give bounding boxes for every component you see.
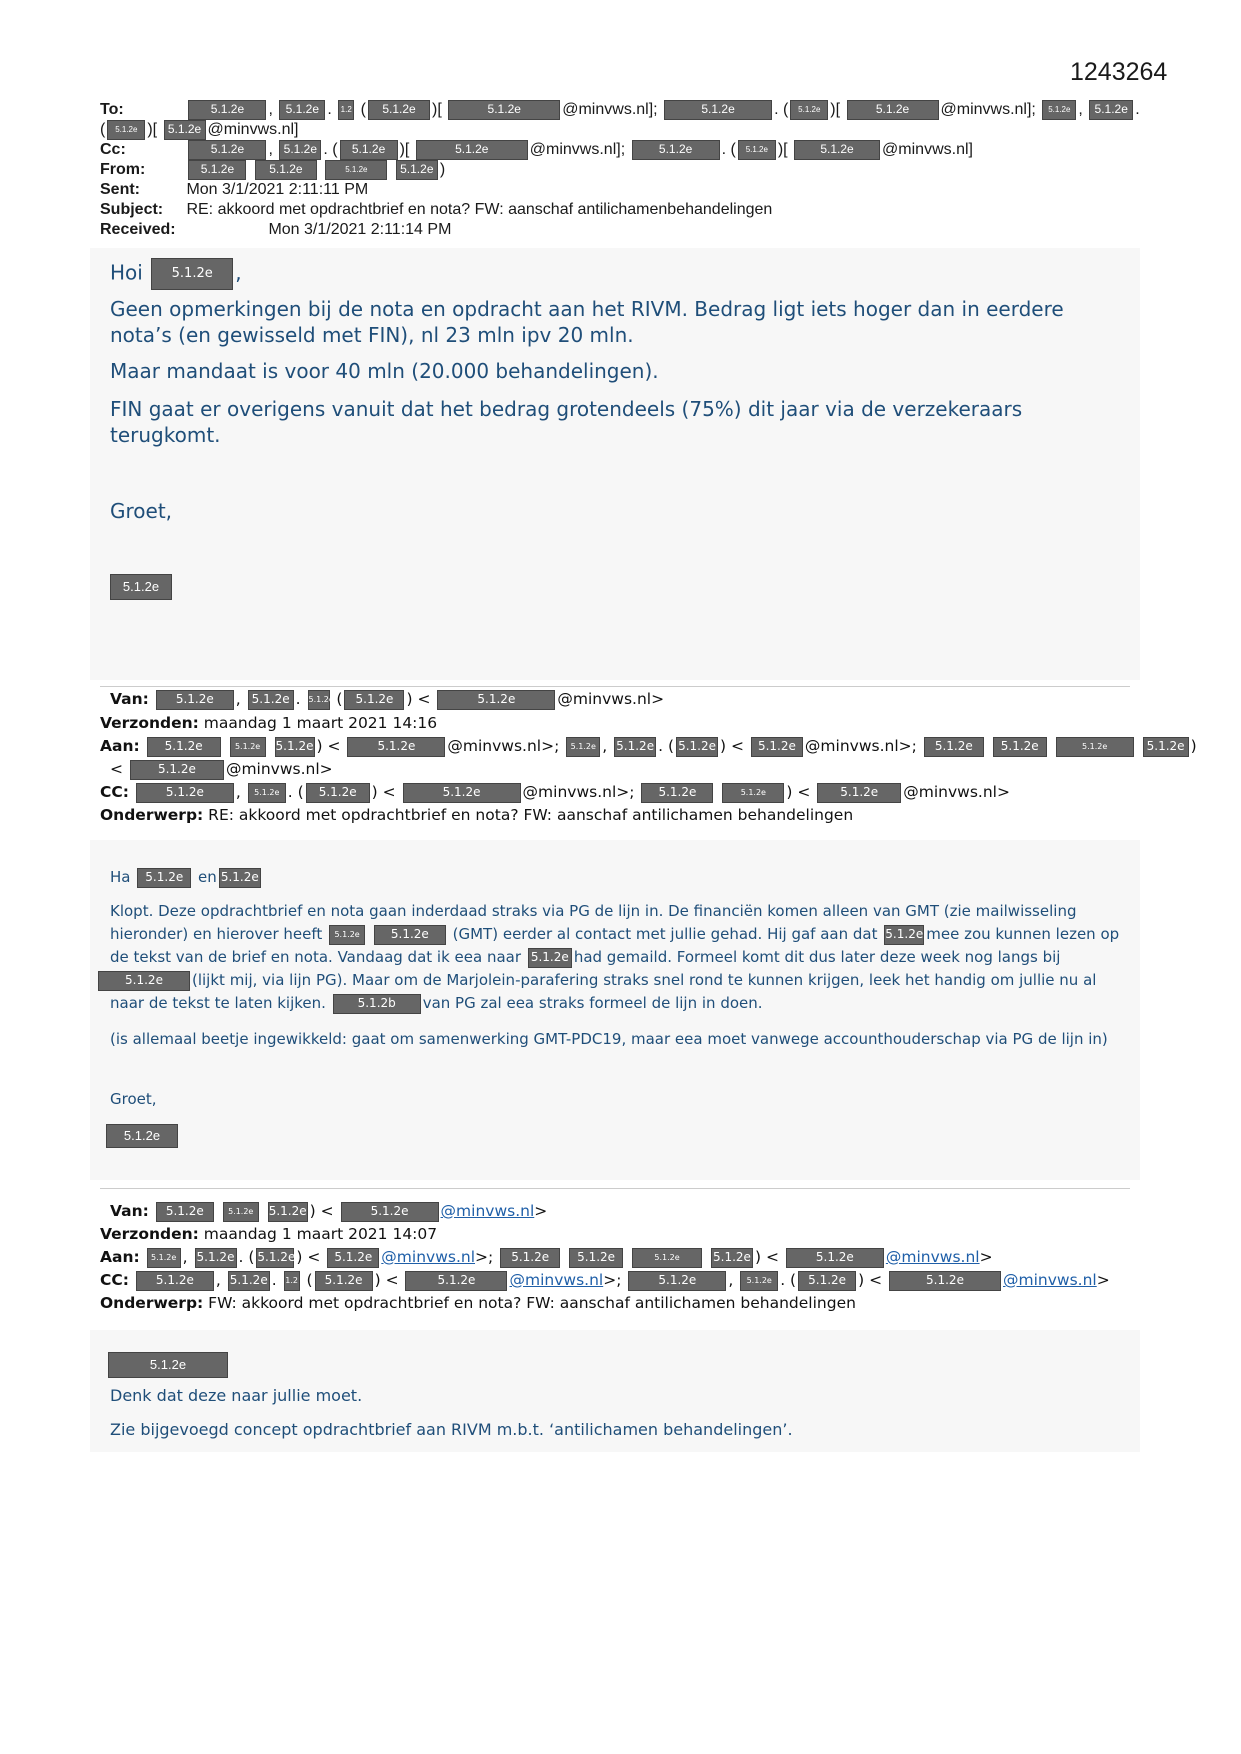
- redaction: 5.1.2e: [790, 100, 828, 120]
- redaction: 5.1.2e: [711, 1248, 753, 1268]
- redaction: 5.1.2e: [195, 1248, 237, 1268]
- redaction: 5.1.2e: [405, 1271, 507, 1291]
- header-to-continued: ( 5.1.2e )[ 5.1.2e @minvws.nl]: [100, 121, 299, 139]
- redaction: 5.1.2e: [676, 737, 718, 757]
- redaction: 5.1.2e: [147, 737, 221, 757]
- redaction: 5.1.2e: [437, 690, 555, 710]
- msg3-van: Van: 5.1.2e 5.1.2e 5.1.2e ) < 5.1.2e @minvws.nl>: [110, 1202, 548, 1220]
- redaction: 5.1.2e: [416, 140, 528, 160]
- msg2-paragraph-2: (is allemaal beetje ingewikkeld: gaat om samenwerking GMT-PDC19, maar eea moet vanwege accounthouderschap via PG de lijn in): [110, 1030, 1108, 1048]
- redaction: 5.1.2e: [347, 737, 445, 757]
- header-from: From: 5.1.2e 5.1.2e 5.1.2e 5.1.2e ): [100, 161, 446, 179]
- redaction: 5.1.2e: [569, 1248, 623, 1268]
- msg2-onderwerp: Onderwerp: RE: akkoord met opdrachtbrief en nota? FW: aanschaf antilichamen behandelingen: [100, 806, 854, 824]
- received-value: Mon 3/1/2021 2:11:14 PM: [268, 221, 452, 238]
- msg3-onderwerp: Onderwerp: FW: akkoord met opdrachtbrief en nota? FW: aanschaf antilichamen behandelingen: [100, 1294, 856, 1312]
- redaction: 5.1.2e: [248, 690, 294, 710]
- redaction: 5.1.2e: [248, 783, 286, 803]
- redaction: 5.1.2e: [136, 783, 234, 803]
- msg1-paragraph-1: Geen opmerkingen bij de nota en opdracht aan het RIVM. Bedrag ligt iets hoger dan in eerdere nota’s (en gewisseld met FIN), nl 23 mln ipv 20 mln.: [110, 297, 1064, 347]
- header-sent: [100, 180, 368, 200]
- redaction: 5.1.2e: [889, 1271, 1001, 1291]
- email-suffix: @minvws.nl];: [529, 141, 626, 159]
- redaction: 5.1.2e: [817, 783, 901, 803]
- redaction: 5.1.2e: [279, 100, 325, 120]
- redaction: 5.1.2e: [219, 868, 261, 888]
- redaction: 5.1.2e: [632, 140, 720, 160]
- redaction: 5.1.2e: [275, 737, 315, 757]
- redaction: 5.1.2e: [924, 737, 984, 757]
- msg2-aan-continued: < 5.1.2e @minvws.nl>: [110, 760, 333, 778]
- subject-value: RE: akkoord met opdrachtbrief en nota? FW: aanschaf antilichamenbehandelingen: [186, 201, 773, 218]
- redaction: 1.2: [284, 1271, 300, 1291]
- redaction: 1.2: [338, 100, 354, 120]
- msg3-cc: CC: 5.1.2e , 5.1.2e . 1.2 ( 5.1.2e ) < 5.1.2e @minvws.nl>; 5.1.2e , 5.1.2e . ( 5.1.2e ) < 5.1.2e @minvws.nl>: [100, 1271, 1110, 1289]
- redaction: 5.1.2b: [333, 994, 421, 1014]
- separator: [100, 686, 1130, 687]
- redaction: 5.1.2e: [847, 100, 939, 120]
- sent-label: Sent:: [100, 181, 140, 198]
- redaction: 5.1.2e: [188, 160, 246, 180]
- redaction: 5.1.2e: [156, 690, 234, 710]
- redaction: 5.1.2e: [528, 948, 572, 968]
- msg1-paragraph-2: Maar mandaat is voor 40 mln (20.000 behandelingen).: [110, 359, 659, 383]
- redaction: 5.1.2e: [156, 1202, 214, 1222]
- msg1-closing: Groet,: [110, 499, 173, 523]
- to-label: To:: [100, 101, 124, 119]
- redaction: 5.1.2e: [230, 737, 266, 757]
- redaction: 5.1.2e: [329, 925, 365, 945]
- msg2-cc: CC: 5.1.2e , 5.1.2e . ( 5.1.2e ) < 5.1.2e @minvws.nl>; 5.1.2e 5.1.2e ) < 5.1.2e @minvws.nl>: [100, 783, 1010, 801]
- redaction: 5.1.2e: [188, 140, 266, 160]
- redaction: 5.1.2e: [794, 140, 880, 160]
- redaction: 5.1.2e: [315, 1271, 373, 1291]
- email-suffix: @minvws.nl];: [940, 101, 1036, 119]
- redaction: 5.1.2e: [344, 690, 404, 710]
- redaction: 5.1.2e: [500, 1248, 560, 1268]
- redaction: 5.1.2e: [993, 737, 1047, 757]
- msg3-paragraph-2: Zie bijgevoegd concept opdrachtbrief aan RIVM m.b.t. ‘antilichamen behandelingen’.: [110, 1420, 793, 1439]
- msg3-verzonden: Verzonden: maandag 1 maart 2021 14:07: [100, 1225, 438, 1243]
- redaction: 5.1.2e: [136, 1271, 214, 1291]
- email-link[interactable]: @minvws.nl: [509, 1271, 604, 1289]
- msg1-signature-redaction: 5.1.2e: [110, 574, 172, 600]
- email-suffix: @minvws.nl]: [882, 141, 973, 159]
- redaction: 5.1.2e: [396, 160, 438, 180]
- redaction: 5.1.2e: [884, 925, 924, 945]
- received-label: Received:: [100, 221, 176, 238]
- redaction: 5.1.2e: [566, 737, 600, 757]
- redaction: 5.1.2e: [786, 1248, 884, 1268]
- msg2-closing: Groet,: [110, 1090, 157, 1108]
- redaction: 5.1.2e: [137, 868, 191, 888]
- redaction: 5.1.2e: [164, 120, 206, 140]
- msg2-paragraph-1: Klopt. Deze opdrachtbrief en nota gaan inderdaad straks via PG de lijn in. De financiën komen alleen van GMT (zie mailwisseling hieronder) en hierover heeft 5.1.2e 5.1.2e (GMT) eerder al contact met jullie gehad. Hij gaf aan dat 5.1.2e mee zou kunnen lezen op de tekst van de brief en nota. Vandaag dat ik eea naar 5.1.2e had gemaild. Formeel komt dit dus later deze week nog langs bij 5.1.2e (lijkt mij, via lijn PG). Maar om de Marjolein-parafering straks snel rond te kunnen krijgen, leek het handig om jullie nu al naar de tekst te laten kijken. 5.1.2b van PG zal eea straks formeel de lijn in doen.: [110, 900, 1130, 1015]
- redaction: 5.1.2e: [1056, 737, 1134, 757]
- email-link[interactable]: @minvws.nl: [440, 1202, 535, 1220]
- redaction: 5.1.2e: [374, 925, 446, 945]
- redaction: 5.1.2e: [327, 1248, 379, 1268]
- cc-label: Cc:: [100, 141, 126, 159]
- redaction: 5.1.2e: [256, 1248, 294, 1268]
- redaction: 5.1.2e: [279, 140, 321, 160]
- redaction: 5.1.2e: [1089, 100, 1133, 120]
- redaction: 5.1.2e: [403, 783, 521, 803]
- email-suffix: @minvws.nl];: [562, 101, 658, 119]
- redaction: 5.1.2e: [628, 1271, 726, 1291]
- header-to: To: 5.1.2e , 5.1.2e . 1.2 ( 5.1.2e )[ 5.1.2e @minvws.nl]; 5.1.2e . ( 5.1.2e )[ 5.1.2e @minvws.nl]; 5.1.2e , 5.1.2e .: [100, 101, 1140, 119]
- msg2-signature-redaction: 5.1.2e: [106, 1124, 178, 1148]
- redaction: 5.1.2e: [107, 120, 145, 140]
- header-received: [100, 220, 451, 240]
- msg2-greeting: Ha 5.1.2e en 5.1.2e: [110, 866, 1130, 889]
- redaction: 5.1.2e: [1042, 100, 1076, 120]
- redaction: 5.1.2e: [614, 737, 656, 757]
- msg3-greeting-redaction: 5.1.2e: [108, 1352, 228, 1378]
- redaction: 5.1.2e: [448, 100, 560, 120]
- redaction: 5.1.2e: [368, 100, 430, 120]
- msg1-greeting: Hoi 5.1.2e ,: [110, 258, 1110, 290]
- msg2-verzonden: Verzonden: maandag 1 maart 2021 14:16: [100, 714, 438, 732]
- redaction: 5.1.2e: [340, 140, 398, 160]
- redaction: 5.1.2e: [740, 1271, 778, 1291]
- email-suffix: @minvws.nl]: [207, 121, 299, 139]
- redaction: 5.1.2e: [632, 1248, 702, 1268]
- separator: [100, 1188, 1130, 1189]
- redaction: 5.1.2e: [223, 1202, 259, 1222]
- redaction: 5.1.2e: [306, 783, 370, 803]
- msg1-paragraph-3: FIN gaat er overigens vanuit dat het bedrag grotendeels (75%) dit jaar via de verzekeraars terugkomt.: [110, 397, 1023, 447]
- redaction: 5.1.2e: [664, 100, 772, 120]
- header-subject: [100, 200, 772, 220]
- msg3-aan: Aan: 5.1.2e , 5.1.2e . ( 5.1.2e) < 5.1.2e @minvws.nl>; 5.1.2e 5.1.2e 5.1.2e 5.1.2e ) < 5.1.2e @minvws.nl>: [100, 1248, 993, 1266]
- redaction: 5.1.2e: [255, 160, 317, 180]
- subject-label: Subject:: [100, 201, 164, 218]
- redaction: 5.1.2e: [798, 1271, 856, 1291]
- sent-value: Mon 3/1/2021 2:11:11 PM: [186, 181, 369, 198]
- redaction: 5.1.2e: [130, 760, 224, 780]
- redaction: 5.1.2e: [268, 1202, 308, 1222]
- redaction: 5.1.2e: [1143, 737, 1189, 757]
- redaction: 5.1.2e: [308, 690, 330, 710]
- redaction: 5.1.2e: [641, 783, 713, 803]
- redaction: 5.1.2e: [98, 971, 190, 991]
- redaction: 5.1.2e: [738, 140, 776, 160]
- msg3-paragraph-1: Denk dat deze naar jullie moet.: [110, 1386, 363, 1405]
- email-link[interactable]: @minvws.nl: [381, 1248, 476, 1266]
- email-link[interactable]: @minvws.nl: [1003, 1271, 1097, 1289]
- redaction: 5.1.2e: [751, 737, 803, 757]
- document-id: 1243264: [1070, 58, 1168, 86]
- redaction: 5.1.2e: [341, 1202, 439, 1222]
- email-link[interactable]: @minvws.nl: [885, 1248, 980, 1266]
- msg2-van: Van: 5.1.2e , 5.1.2e . 5.1.2e ( 5.1.2e ) < 5.1.2e @minvws.nl>: [110, 690, 665, 708]
- redaction: 5.1.2e: [188, 100, 266, 120]
- redaction: 5.1.2e: [228, 1271, 270, 1291]
- redaction: 5.1.2e: [325, 160, 387, 180]
- from-label: From:: [100, 161, 146, 179]
- redaction: 5.1.2e: [147, 1248, 181, 1268]
- header-cc: Cc: 5.1.2e , 5.1.2e . ( 5.1.2e )[ 5.1.2e @minvws.nl]; 5.1.2e . ( 5.1.2e )[ 5.1.2e @minvws.nl]: [100, 141, 973, 159]
- redaction: 5.1.2e: [722, 783, 784, 803]
- redaction: 5.1.2e: [151, 258, 233, 290]
- msg2-aan: Aan: 5.1.2e 5.1.2e 5.1.2e ) < 5.1.2e @minvws.nl>; 5.1.2e , 5.1.2e . ( 5.1.2e ) < 5.1.2e @minvws.nl>; 5.1.2e 5.1.2e 5.1.2e 5.1.2e ): [100, 737, 1197, 755]
